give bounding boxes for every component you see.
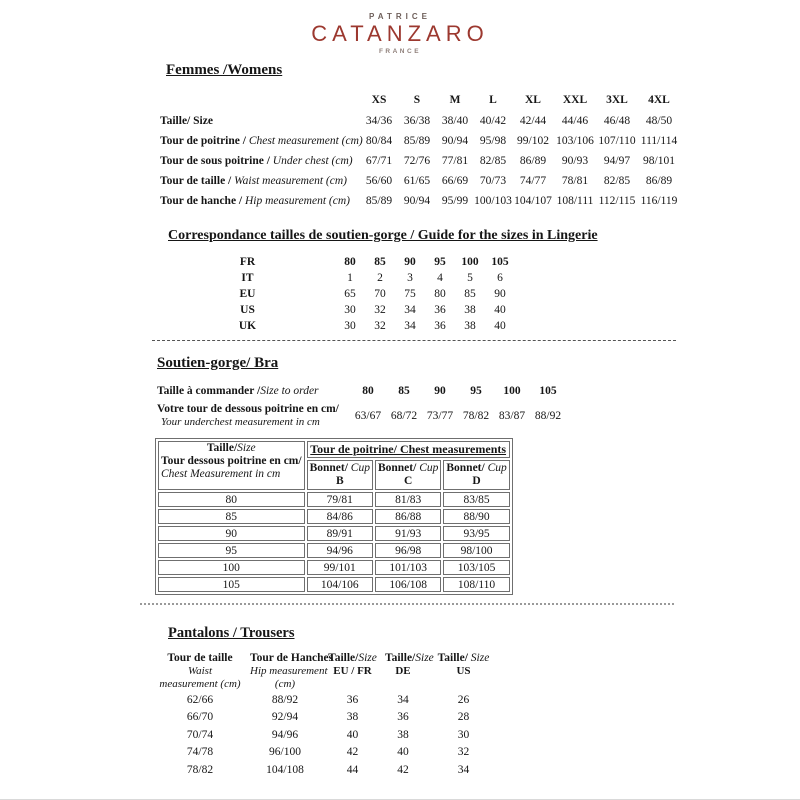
corner-line-underchest-en: Chest Measurement in cm <box>161 468 281 480</box>
measurement-value-cell: 82/85 <box>603 175 631 187</box>
cup-label-line <box>378 462 438 475</box>
cup-measurement-cell: 89/91 <box>307 526 373 541</box>
lingerie-size-cell: 38 <box>464 304 476 316</box>
trousers-value-cell: 26 <box>457 693 470 706</box>
womens-measurement-row <box>160 131 680 151</box>
measurement-value-cell: 112/115 <box>598 195 636 207</box>
lingerie-size-cell: 32 <box>374 304 386 316</box>
trousers-column-title-fr: Taille/ <box>328 652 359 664</box>
womens-measurement-row <box>160 151 680 171</box>
bra-order-row <box>157 380 566 402</box>
measurement-value-cell: 100/103 <box>474 195 512 207</box>
country-label-cell: UK <box>238 320 257 332</box>
trousers-data-row <box>150 691 506 709</box>
dashed-separator <box>152 340 676 341</box>
womens-header-row <box>160 89 680 111</box>
cup-data-row <box>158 543 510 558</box>
measurement-label-cell <box>160 151 360 171</box>
measurement-value-cell: 70/73 <box>479 175 507 187</box>
trousers-value-cell: 38 <box>397 728 409 741</box>
measurement-label-cell <box>160 171 360 191</box>
measurement-value-cell: 95/98 <box>479 135 507 147</box>
cup-measurement-cell: 94/96 <box>307 543 373 558</box>
bra-underchest-value-cell: 78/82 <box>462 410 490 422</box>
cup-size-cell: 85 <box>158 509 305 524</box>
trousers-value-cell: 34 <box>397 693 409 706</box>
bra-order-size-cell: 95 <box>470 385 482 397</box>
cup-size-cell: 80 <box>158 492 305 507</box>
trousers-size-table <box>150 652 506 779</box>
cup-measurement-cell: 106/108 <box>375 577 441 592</box>
cup-size-cell: 95 <box>158 543 305 558</box>
trousers-value-cell: 30 <box>457 728 470 741</box>
trousers-column-header-cell <box>250 652 334 691</box>
trousers-column-header-cell <box>150 652 250 691</box>
lingerie-size-cell: 70 <box>374 288 386 300</box>
cup-measurement-cell: 88/90 <box>443 509 509 524</box>
lingerie-size-cell: 38 <box>464 320 476 332</box>
womens-section-heading: Femmes /Womens <box>166 62 283 78</box>
corner-line-size <box>161 442 302 455</box>
trousers-data-row <box>150 744 506 762</box>
lingerie-size-cell: 40 <box>494 320 506 332</box>
trousers-value-cell: 34 <box>457 763 470 776</box>
bra-order-size-cell: 100 <box>503 385 521 397</box>
measurement-value-cell: 34/36 <box>365 115 393 127</box>
trousers-value-cell: 88/92 <box>271 693 299 706</box>
size-header-cell: XL <box>525 94 541 106</box>
bra-order-label <box>157 380 350 402</box>
lingerie-conversion-table <box>160 254 515 334</box>
cup-data-row <box>158 577 510 592</box>
measurement-value-cell: 95/99 <box>441 195 469 207</box>
measurement-label-en: Hip measurement (cm) <box>245 195 350 207</box>
cup-size-table <box>155 438 513 595</box>
lingerie-size-cell: 80 <box>344 256 356 268</box>
lingerie-size-cell: 1 <box>347 272 353 284</box>
size-header-cell: S <box>413 94 421 106</box>
measurement-label-en: Under chest (cm) <box>272 155 353 167</box>
lingerie-row <box>160 270 515 286</box>
measurement-value-cell: 116/119 <box>640 195 678 207</box>
cup-measurement-cell: 104/106 <box>307 577 373 592</box>
size-header-cell: XXL <box>562 94 588 106</box>
lingerie-size-cell: 80 <box>434 288 446 300</box>
womens-measurement-row <box>160 191 680 211</box>
lingerie-size-cell: 34 <box>404 320 416 332</box>
trousers-column-header-cell <box>320 652 385 691</box>
measurement-value-cell: 85/89 <box>403 135 431 147</box>
trousers-column-header-cell <box>385 652 434 691</box>
cup-header-cell <box>375 460 441 490</box>
lingerie-size-cell: 32 <box>374 320 386 332</box>
bra-order-size-cell: 105 <box>539 385 557 397</box>
measurement-value-cell: 103/106 <box>556 135 594 147</box>
lingerie-size-cell: 95 <box>434 256 446 268</box>
cup-data-row <box>158 509 510 524</box>
trousers-value-cell: 92/94 <box>271 711 299 724</box>
size-header-cell: XS <box>371 94 387 106</box>
cup-data-row <box>158 492 510 507</box>
lingerie-row <box>160 318 515 334</box>
lingerie-size-cell: 90 <box>494 288 506 300</box>
lingerie-size-cell: 30 <box>344 304 356 316</box>
measurement-value-cell: 108/111 <box>556 195 594 207</box>
measurement-value-cell: 98/101 <box>643 155 675 167</box>
corner-size-fr: Taille/ <box>206 442 238 454</box>
trousers-value-cell: 94/96 <box>271 728 299 741</box>
lingerie-size-cell: 65 <box>344 288 356 300</box>
cup-size-cell: 90 <box>158 526 305 541</box>
trousers-column-subtitle: Waist <box>187 665 213 677</box>
measurement-value-cell: 86/89 <box>519 155 547 167</box>
measurement-value-cell: 44/46 <box>561 115 589 127</box>
lingerie-size-cell: 5 <box>467 272 473 284</box>
cup-size-cell: 105 <box>158 577 305 592</box>
bra-order-size-cell: 85 <box>398 385 410 397</box>
trousers-column-title-fr: Taille/ <box>437 652 471 664</box>
cup-label-fr: Bonnet/ <box>309 462 351 474</box>
measurement-value-cell: 46/48 <box>603 115 631 127</box>
lingerie-row <box>160 286 515 302</box>
chest-measurements-header-cell: Tour de poitrine/ Chest measurements <box>307 441 510 458</box>
corner-size-en: Size <box>237 442 256 454</box>
cup-measurement-cell: 91/93 <box>375 526 441 541</box>
lingerie-row <box>160 254 515 270</box>
spacer-cell <box>160 89 360 111</box>
lingerie-size-cell: 6 <box>497 272 503 284</box>
bra-order-label-en: Size to order <box>260 385 319 397</box>
measurement-value-cell: 86/89 <box>645 175 673 187</box>
trousers-data-row <box>150 726 506 744</box>
measurement-value-cell: 38/40 <box>441 115 469 127</box>
womens-measurement-row <box>160 171 680 191</box>
lingerie-size-cell: 105 <box>491 256 509 268</box>
trousers-value-cell: 36 <box>346 693 359 706</box>
brand-logo-patrice: PATRICE <box>369 12 431 21</box>
bra-underchest-value-cell: 63/67 <box>354 410 382 422</box>
bra-underchest-value-cell: 88/92 <box>534 410 562 422</box>
measurement-label-en: Waist measurement (cm) <box>234 175 347 187</box>
cup-measurement-cell: 108/110 <box>443 577 509 592</box>
country-label-cell: IT <box>241 272 254 284</box>
measurement-value-cell: 67/71 <box>365 155 393 167</box>
cup-label-en: Cup <box>487 462 507 474</box>
trousers-data-row <box>150 761 506 779</box>
measurement-value-cell: 61/65 <box>403 175 431 187</box>
lingerie-size-cell: 3 <box>407 272 413 284</box>
trousers-column-title-en: Size <box>470 652 490 664</box>
measurement-value-cell: 111/114 <box>640 135 678 147</box>
cup-data-row <box>158 526 510 541</box>
measurement-label-fr: Taille/ Size <box>160 115 213 127</box>
cup-measurement-cell: 86/88 <box>375 509 441 524</box>
lingerie-size-cell: 85 <box>374 256 386 268</box>
measurement-value-cell: 90/94 <box>441 135 469 147</box>
trousers-column-title-en: Size <box>415 652 434 664</box>
cup-header-cell <box>307 460 373 490</box>
trousers-column-subtitle: measurement (cm) <box>159 678 241 690</box>
trousers-value-cell: 42 <box>397 763 409 776</box>
lingerie-size-cell: 36 <box>434 304 446 316</box>
cup-measurement-cell: 101/103 <box>375 560 441 575</box>
measurement-label-cell <box>160 191 360 211</box>
bra-underchest-value-cell: 68/72 <box>390 410 418 422</box>
trousers-value-cell: 62/66 <box>186 693 214 706</box>
bra-order-size-cell: 80 <box>362 385 374 397</box>
trousers-value-cell: 104/108 <box>266 763 304 776</box>
cup-label-line <box>310 462 370 475</box>
lingerie-size-cell: 30 <box>344 320 356 332</box>
bra-underchest-label-fr: Votre tour de dessous poitrine en cm/ <box>157 403 339 415</box>
cup-measurement-cell: 96/98 <box>375 543 441 558</box>
cup-measurement-cell: 93/95 <box>443 526 509 541</box>
lingerie-size-cell: 90 <box>404 256 416 268</box>
measurement-label-fr: Tour de taille / <box>160 175 235 187</box>
corner-line-underchest-fr: Tour dessous poitrine en cm/ <box>161 455 302 467</box>
trousers-column-subtitle: Hip measurement <box>250 665 328 677</box>
measurement-value-cell: 99/102 <box>517 135 549 147</box>
trousers-column-subtitle: DE <box>395 665 411 677</box>
lingerie-size-cell: 85 <box>464 288 476 300</box>
cup-letter: C <box>404 475 413 487</box>
measurement-value-cell: 80/84 <box>365 135 393 147</box>
measurement-value-cell: 90/94 <box>403 195 431 207</box>
cup-header-cell <box>443 460 509 490</box>
cup-label-fr: Bonnet/ <box>377 462 420 474</box>
trousers-column-title <box>250 652 334 665</box>
trousers-header-row <box>150 652 506 691</box>
measurement-label-fr: Tour de hanche / <box>160 195 245 207</box>
trousers-section-heading: Pantalons / Trousers <box>168 625 295 641</box>
trousers-column-subtitle: (cm) <box>274 678 296 690</box>
measurement-value-cell: 42/44 <box>519 115 547 127</box>
bra-section-heading: Soutien-gorge/ Bra <box>157 355 279 371</box>
trousers-value-cell: 40 <box>346 728 359 741</box>
cup-measurement-cell: 103/105 <box>443 560 509 575</box>
cup-size-cell: 100 <box>158 560 305 575</box>
cup-label-en: Cup <box>350 462 370 474</box>
trousers-column-subtitle: US <box>456 665 471 677</box>
cup-letter: D <box>472 475 481 487</box>
trousers-value-cell: 66/70 <box>186 711 214 724</box>
cup-measurement-cell: 84/86 <box>307 509 373 524</box>
measurement-value-cell: 74/77 <box>519 175 547 187</box>
trousers-value-cell: 36 <box>397 711 409 724</box>
bra-order-size-cell: 90 <box>434 385 446 397</box>
measurement-value-cell: 78/81 <box>561 175 589 187</box>
trousers-value-cell: 78/82 <box>186 763 214 776</box>
measurement-value-cell: 77/81 <box>441 155 469 167</box>
trousers-column-title-fr: Tour de taille <box>167 652 233 664</box>
trousers-column-title <box>150 652 250 665</box>
trousers-value-cell: 44 <box>346 763 359 776</box>
womens-measurement-row <box>160 111 680 131</box>
trousers-value-cell: 74/78 <box>186 746 214 759</box>
size-header-cell: 4XL <box>648 94 670 106</box>
country-label-cell: FR <box>239 256 256 268</box>
trousers-value-cell: 96/100 <box>269 746 301 759</box>
brand-logo-catanzaro: CATANZARO <box>311 21 489 46</box>
trousers-column-subtitle: EU / FR <box>333 665 372 677</box>
trousers-value-cell: 40 <box>397 746 409 759</box>
country-label-cell: US <box>240 304 255 316</box>
lingerie-size-cell: 36 <box>434 320 446 332</box>
bra-underchest-label-en: Your underchest measurement in cm <box>161 416 320 428</box>
trousers-value-cell: 38 <box>346 711 359 724</box>
measurement-label-cell <box>160 111 360 131</box>
measurement-value-cell: 107/110 <box>598 135 636 147</box>
measurement-value-cell: 90/93 <box>561 155 589 167</box>
lingerie-size-cell: 4 <box>437 272 443 284</box>
measurement-value-cell: 56/60 <box>365 175 393 187</box>
lingerie-size-cell: 100 <box>461 256 479 268</box>
cup-label-line <box>446 462 506 475</box>
trousers-column-title-fr: Tour de Hanches <box>250 652 334 664</box>
trousers-value-cell: 28 <box>457 711 470 724</box>
lingerie-row <box>160 302 515 318</box>
lingerie-size-cell: 2 <box>377 272 383 284</box>
trousers-column-title-fr: Taille/ <box>385 652 416 664</box>
cup-label-fr: Bonnet/ <box>446 462 488 474</box>
corner-header-cell <box>158 441 305 490</box>
measurement-label-en: Chest measurement (cm) <box>248 135 363 147</box>
cup-measurement-cell: 99/101 <box>307 560 373 575</box>
trousers-value-cell: 70/74 <box>186 728 214 741</box>
trousers-value-cell: 42 <box>346 746 359 759</box>
lingerie-size-cell: 75 <box>404 288 416 300</box>
cup-data-row <box>158 560 510 575</box>
cup-letter: B <box>335 475 344 487</box>
measurement-label-fr: Tour de sous poitrine / <box>160 155 273 167</box>
bra-underchest-value-cell: 73/77 <box>426 410 454 422</box>
cup-measurement-cell: 81/83 <box>375 492 441 507</box>
size-header-cell: L <box>489 94 497 106</box>
measurement-value-cell: 94/97 <box>603 155 631 167</box>
cup-label-en: Cup <box>419 462 439 474</box>
measurement-value-cell: 36/38 <box>403 115 431 127</box>
cup-measurement-cell: 79/81 <box>307 492 373 507</box>
lingerie-size-cell: 40 <box>494 304 506 316</box>
bra-underchest-label <box>157 402 350 430</box>
bra-underchest-value-cell: 83/87 <box>498 410 526 422</box>
brand-logo <box>0 0 800 55</box>
dotted-separator <box>140 603 674 605</box>
bra-underchest-row <box>157 402 566 430</box>
measurement-value-cell: 82/85 <box>479 155 507 167</box>
lingerie-size-cell: 34 <box>404 304 416 316</box>
size-header-cell: 3XL <box>606 94 628 106</box>
trousers-column-title <box>320 652 385 665</box>
trousers-column-title <box>385 652 434 665</box>
measurement-value-cell: 104/107 <box>514 195 552 207</box>
country-label-cell: EU <box>239 288 256 300</box>
measurement-label-cell <box>160 131 363 151</box>
measurement-label-fr: Tour de poitrine / <box>160 135 249 147</box>
trousers-value-cell: 32 <box>457 746 470 759</box>
measurement-value-cell: 40/42 <box>479 115 507 127</box>
size-header-cell: M <box>449 94 461 106</box>
cup-measurement-cell: 98/100 <box>443 543 509 558</box>
measurement-value-cell: 85/89 <box>365 195 393 207</box>
bra-order-table <box>157 380 566 430</box>
womens-size-table <box>160 89 680 211</box>
brand-logo-france: FRANCE <box>378 48 422 55</box>
lingerie-guide-heading: Correspondance tailles de soutien-gorge / Guide for the sizes in Lingerie <box>168 228 598 243</box>
bra-order-label-fr: Taille à commander / <box>157 385 261 397</box>
cup-header-row-top <box>158 441 510 458</box>
measurement-value-cell: 72/76 <box>403 155 431 167</box>
trousers-column-title-en: Size <box>358 652 377 664</box>
trousers-data-row <box>150 709 506 727</box>
measurement-value-cell: 66/69 <box>441 175 469 187</box>
measurement-value-cell: 48/50 <box>645 115 673 127</box>
cup-measurement-cell: 83/85 <box>443 492 509 507</box>
